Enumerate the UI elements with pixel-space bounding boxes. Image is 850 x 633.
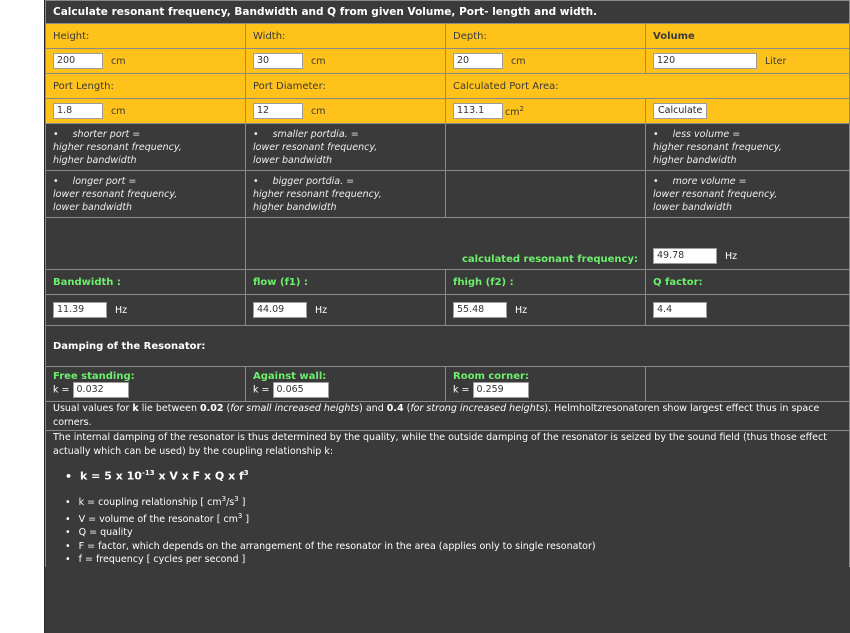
empty-cell (446, 124, 646, 171)
list-item: • V = volume of the resonator [ $cm^3$ ] (65, 510, 842, 527)
port-length-unit: cm (111, 105, 126, 117)
flow-unit: Hz (315, 304, 328, 316)
port-area-label: Calculated Port Area: (446, 74, 850, 99)
empty-cell (446, 171, 646, 218)
volume-input[interactable]: 120 (653, 53, 757, 69)
list-item: • f = frequency [ cycles per second ] (65, 553, 842, 567)
port-diameter-input[interactable]: 12 (253, 103, 303, 119)
internal-damping-section (46, 431, 850, 567)
internal-damping-paragraph: The internal damping of the resonator is thus determined by the quality, while the outside damping of the resonator is seized by the sound field (thus those effect actually which can be used) by the coupling relationship k: (53, 432, 827, 457)
note-smaller-portdia: • smaller portdia. = lower resonant frequency, lower bandwidth (246, 124, 446, 171)
port-length-label: Port Length: (46, 74, 246, 99)
depth-input[interactable]: 20 (453, 53, 503, 69)
resonant-frequency-unit: Hz (725, 250, 738, 262)
k-prefix: k = (453, 384, 470, 395)
against-wall-label: Against wall: (253, 370, 327, 382)
damping-title: Damping of the Resonator: (46, 326, 850, 367)
volume-label: Volume (646, 24, 850, 49)
volume-unit: Liter (765, 55, 787, 67)
free-standing-input[interactable]: 0.032 (73, 382, 129, 398)
depth-label: Depth: (446, 24, 646, 49)
port-length-input[interactable]: 1.8 (53, 103, 103, 119)
width-unit: cm (311, 55, 326, 67)
room-corner-label: Room corner: (453, 370, 529, 382)
height-unit: cm (111, 55, 126, 67)
width-input[interactable]: 30 (253, 53, 303, 69)
calculator-table (45, 0, 850, 567)
usual-values-paragraph: Usual values for k lie between 0.02 (for small increased heights) and 0.4 (for strong increased heights). Helmholtzresonatoren show largest effect thus in space corners. (46, 402, 850, 431)
note-shorter-port: • shorter port = higher resonant frequency, higher bandwidth (46, 124, 246, 171)
height-label: Height: (46, 24, 246, 49)
note-more-volume: • more volume = lower resonant frequency, lower bandwidth (646, 171, 850, 218)
flow-label: flow (f1) : (253, 276, 308, 288)
width-label: Width: (246, 24, 446, 49)
bandwidth-label: Bandwidth : (53, 276, 121, 288)
list-item: • k = coupling relationship [ $cm^3/s^3$ ] (65, 493, 842, 510)
resonant-frequency-label: calculated resonant frequency: (461, 254, 638, 265)
flow-input[interactable]: 44.09 (253, 302, 307, 318)
fhigh-input[interactable]: 55.48 (453, 302, 507, 318)
coupling-formula: • k = 5 x $10^{-13}$ x V x F x Q x $f^3$ (65, 467, 842, 483)
fhigh-label: fhigh (f2) : (453, 276, 514, 288)
depth-unit: cm (511, 55, 526, 67)
k-prefix: k = (253, 384, 270, 395)
bandwidth-input[interactable]: 11.39 (53, 302, 107, 318)
calculator-panel (44, 0, 850, 633)
port-area-input[interactable]: 113.1 (453, 103, 503, 119)
resonant-frequency-input[interactable]: 49.78 (653, 248, 717, 264)
list-item: • F = factor, which depends on the arrangement of the resonator in the area (applies only to single resonator) (65, 540, 842, 554)
against-wall-input[interactable]: 0.065 (273, 382, 329, 398)
calculate-button[interactable]: Calculate (653, 103, 707, 119)
list-item: • Q = quality (65, 526, 842, 540)
q-factor-input[interactable]: 4.4 (653, 302, 707, 318)
k-prefix: k = (53, 384, 70, 395)
empty-cell (646, 367, 850, 402)
height-input[interactable]: 200 (53, 53, 103, 69)
room-corner-input[interactable]: 0.259 (473, 382, 529, 398)
empty-cell (46, 218, 246, 270)
note-longer-port: • longer port = lower resonant frequency, lower bandwidth (46, 171, 246, 218)
formula-list (65, 467, 842, 567)
port-area-unit: $cm^2$ (505, 104, 524, 118)
bandwidth-unit: Hz (115, 304, 128, 316)
q-factor-label: Q factor: (653, 276, 703, 288)
fhigh-unit: Hz (515, 304, 528, 316)
note-less-volume: • less volume = higher resonant frequency, higher bandwidth (646, 124, 850, 171)
note-bigger-portdia: • bigger portdia. = higher resonant frequency, higher bandwidth (246, 171, 446, 218)
page-title: Calculate resonant frequency, Bandwidth and Q from given Volume, Port- length and width. (46, 1, 850, 24)
port-diameter-unit: cm (311, 105, 326, 117)
port-diameter-label: Port Diameter: (246, 74, 446, 99)
free-standing-label: Free standing: (53, 370, 135, 382)
